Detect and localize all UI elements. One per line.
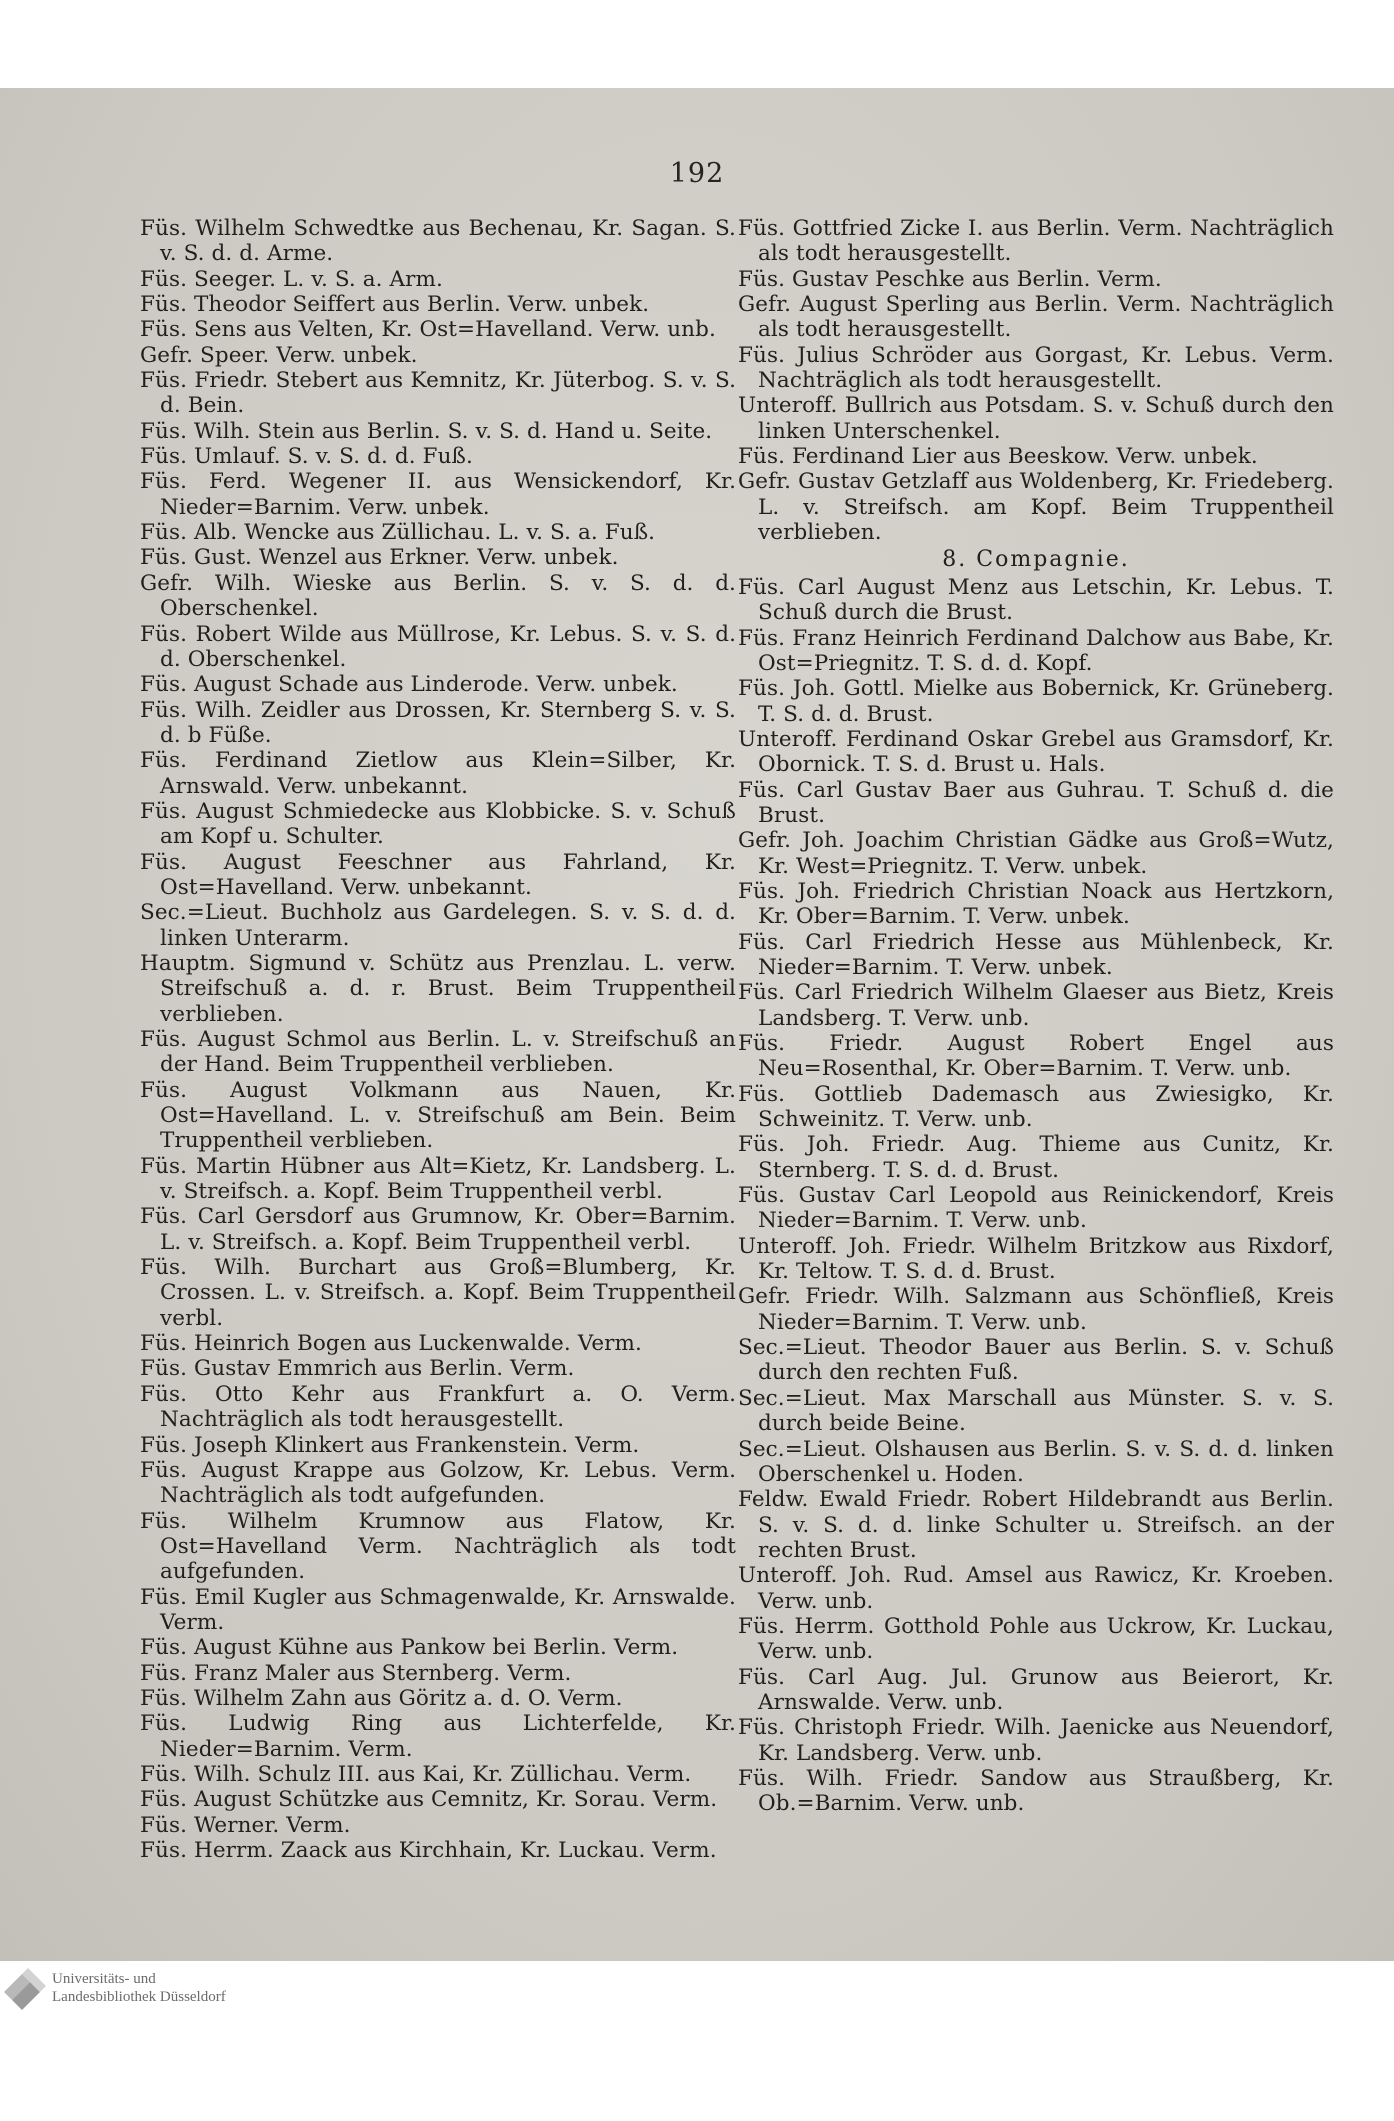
ulb-logo-icon [0,1962,48,2014]
list-entry: Füs. Heinrich Bogen aus Luckenwalde. Verm. [140,1331,642,1357]
list-entry: Füs. Sens aus Velten, Kr. Ost=Havelland. Verw. unb. [140,317,716,343]
left-column [140,216,736,1863]
list-entry: Füs. Alb. Wencke aus Züllichau. L. v. S. a. Fuß. [140,520,656,546]
list-entry: Füs. Wilh. Schulz III. aus Kai, Kr. Züllichau. Verm. [140,1761,692,1787]
list-entry: Sec.=Lieut. Theodor Bauer aus Berlin. S. v. Schuß durch den rechten Fuß. [738,1335,1334,1386]
list-entry: Füs. Franz Heinrich Ferdinand Dalchow aus Babe, Kr. Ost=Priegnitz. T. S. d. d. Kopf. [738,625,1334,676]
list-entry: Füs. Otto Kehr aus Frankfurt a. O. Verm. Nachträglich als todt herausgestellt. [140,1381,736,1433]
list-entry: Füs. Carl Friedrich Wilhelm Glaeser aus Bietz, Kreis Landsberg. T. Verw. unb. [738,980,1334,1031]
section-heading: 8. Compagnie. [942,547,1130,573]
list-entry: Füs. Carl August Menz aus Letschin, Kr. Lebus. T. Schuß durch die Brust. [738,574,1334,626]
list-entry: Unteroff. Bullrich aus Potsdam. S. v. Schuß durch den linken Unterschenkel. [738,393,1334,444]
list-entry: Füs. Wilhelm Krumnow aus Flatow, Kr. Ost=Havelland Verm. Nachträglich als todt aufgefunden. [140,1508,736,1585]
list-entry: Füs. Herrm. Zaack aus Kirchhain, Kr. Luckau. Verm. [140,1838,717,1863]
list-entry: Füs. Joh. Gottl. Mielke aus Bobernick, Kr. Grüneberg. T. S. d. d. Brust. [738,676,1334,727]
list-entry: Füs. Werner. Verm. [140,1812,351,1838]
list-entry: Füs. Carl Aug. Jul. Grunow aus Beierort, Kr. Arnswalde. Verw. unb. [738,1664,1334,1715]
list-entry: Füs. Gustav Emmrich aus Berlin. Verm. [140,1356,575,1382]
list-entry: Füs. Ferd. Wegener II. aus Wensickendorf, Kr. Nieder=Barnim. Verw. unbek. [140,469,736,520]
list-entry: Füs. Franz Maler aus Sternberg. Verm. [140,1660,572,1686]
list-entry: Füs. August Schmol aus Berlin. L. v. Streifschuß an der Hand. Beim Truppentheil verblieben. [140,1027,736,1078]
list-entry: Füs. Gustav Carl Leopold aus Reinickendorf, Kreis Nieder=Barnim. T. Verw. unb. [738,1183,1334,1234]
list-entry: Füs. Julius Schröder aus Gorgast, Kr. Lebus. Verm. Nachträglich als todt herausgestellt. [738,342,1334,394]
list-entry: Füs. August Volkmann aus Nauen, Kr. Ost=Havelland. L. v. Streifschuß am Bein. Beim Truppentheil verblieben. [140,1077,736,1154]
list-entry: Füs. August Schützke aus Cemnitz, Kr. Sorau. Verm. [140,1787,718,1813]
list-entry: Gefr. Friedr. Wilh. Salzmann aus Schönfließ, Kreis Nieder=Barnim. T. Verw. unb. [738,1284,1334,1335]
list-entry: Füs. Wilh. Friedr. Sandow aus Straußberg, Kr. Ob.=Barnim. Verw. unb. [738,1765,1334,1817]
list-entry: Füs. Martin Hübner aus Alt=Kietz, Kr. Landsberg. L. v. Streifsch. a. Kopf. Beim Truppentheil verbl. [140,1153,736,1205]
list-entry: Sec.=Lieut. Olshausen aus Berlin. S. v. S. d. d. linken Oberschenkel u. Hoden. [738,1436,1334,1487]
library-footer [0,1962,1394,2022]
list-entry: Füs. Christoph Friedr. Wilh. Jaenicke aus Neuendorf, Kr. Landsberg. Verw. unb. [738,1715,1334,1766]
list-entry: Füs. Carl Gersdorf aus Grumnow, Kr. Ober=Barnim. L. v. Streifsch. a. Kopf. Beim Truppentheil verbl. [140,1204,736,1255]
list-entry: Füs. Wilh. Zeidler aus Drossen, Kr. Sternberg S. v. S. d. b Füße. [140,697,736,748]
list-entry: Füs. Wilh. Burchart aus Groß=Blumberg, Kr. Crossen. L. v. Streifsch. a. Kopf. Beim Truppentheil verbl. [140,1255,736,1331]
list-entry: Füs. Gottlieb Dademasch aus Zwiesigko, Kr. Schweinitz. T. Verw. unb. [738,1081,1334,1133]
list-entry: Füs. Emil Kugler aus Schmagenwalde, Kr. Arnswalde. Verm. [140,1584,736,1635]
list-entry: Hauptm. Sigmund v. Schütz aus Prenzlau. L. verw. Streifschuß a. d. r. Brust. Beim Truppentheil verblieben. [140,950,736,1027]
list-entry: Füs. Friedr. August Robert Engel aus Neu=Rosenthal, Kr. Ober=Barnim. T. Verw. unb. [738,1031,1334,1082]
list-entry: Unteroff. Joh. Friedr. Wilhelm Britzkow aus Rixdorf, Kr. Teltow. T. S. d. d. Brust. [738,1233,1334,1285]
list-entry: Gefr. August Sperling aus Berlin. Verm. Nachträglich als todt herausgestellt. [738,292,1334,343]
list-entry: Sec.=Lieut. Buchholz aus Gardelegen. S. v. S. d. d. linken Unterarm. [140,900,736,951]
scanned-page [0,88,1394,1961]
list-entry: Füs. Gottfried Zicke I. aus Berlin. Verm. Nachträglich als todt herausgestellt. [738,216,1334,267]
page-number: 192 [669,158,725,189]
list-entry: Füs. Umlauf. S. v. S. d. d. Fuß. [140,444,473,470]
list-entry: Füs. Ferdinand Zietlow aus Klein=Silber, Kr. Arnswald. Verw. unbekannt. [140,748,736,799]
list-entry: Gefr. Gustav Getzlaff aus Woldenberg, Kr. Friedeberg. L. v. Streifsch. am Kopf. Beim Truppentheil verblieben. [738,469,1334,546]
list-entry: Füs. Seeger. L. v. S. a. Arm. [140,266,443,292]
list-entry: Sec.=Lieut. Max Marschall aus Münster. S. v. S. durch beide Beine. [738,1385,1334,1437]
list-entry: Füs. Ferdinand Lier aus Beeskow. Verw. unbek. [738,444,1258,470]
list-entry: Füs. Joh. Friedrich Christian Noack aus Hertzkorn, Kr. Ober=Barnim. T. Verw. unbek. [738,878,1334,930]
footer-text [52,1970,226,2006]
list-entry: Füs. Wilhelm Schwedtke aus Bechenau, Kr. Sagan. S. v. S. d. d. Arme. [140,216,736,267]
list-entry: Füs. August Krappe aus Golzow, Kr. Lebus. Verm. Nachträglich als todt aufgefunden. [140,1457,736,1509]
list-entry: Füs. Gustav Peschke aus Berlin. Verm. [738,266,1162,292]
list-entry: Füs. Carl Gustav Baer aus Guhrau. T. Schuß d. die Brust. [738,777,1334,828]
list-entry: Gefr. Joh. Joachim Christian Gädke aus Groß=Wutz, Kr. West=Priegnitz. T. Verw. unbek. [738,828,1334,879]
footer-line-2: Landesbibliothek Düsseldorf [52,1989,226,2005]
list-entry: Füs. Herrm. Gotthold Pohle aus Uckrow, Kr. Luckau, Verw. unb. [738,1613,1334,1665]
list-entry: Füs. Carl Friedrich Hesse aus Mühlenbeck, Kr. Nieder=Barnim. T. Verw. unbek. [738,929,1334,980]
list-entry: Füs. Gust. Wenzel aus Erkner. Verw. unbek. [140,545,619,571]
list-entry: Füs. Theodor Seiffert aus Berlin. Verw. unbek. [140,292,650,318]
list-entry: Füs. August Schade aus Linderode. Verw. unbek. [140,672,678,698]
list-entry: Füs. Wilhelm Zahn aus Göritz a. d. O. Verm. [140,1685,623,1711]
list-entry: Füs. Robert Wilde aus Müllrose, Kr. Lebus. S. v. S. d. d. Oberschenkel. [140,621,736,672]
right-column [738,216,1334,1817]
list-entry: Füs. Ludwig Ring aus Lichterfelde, Kr. Nieder=Barnim. Verm. [140,1711,736,1762]
list-entry: Feldw. Ewald Friedr. Robert Hildebrandt aus Berlin. S. v. S. d. d. linke Schulter u. Streifsch. an der rechten Brust. [738,1487,1334,1563]
list-entry: Füs. August Feeschner aus Fahrland, Kr. Ost=Havelland. Verw. unbekannt. [140,849,736,900]
list-entry: Unteroff. Joh. Rud. Amsel aus Rawicz, Kr. Kroeben. Verw. unb. [738,1563,1334,1614]
list-entry: Füs. Friedr. Stebert aus Kemnitz, Kr. Jüterbog. S. v. S. d. Bein. [140,368,736,419]
list-entry: Füs. Joseph Klinkert aus Frankenstein. Verm. [140,1432,640,1458]
list-entry: Gefr. Wilh. Wieske aus Berlin. S. v. S. d. d. Oberschenkel. [140,570,736,622]
list-entry: Gefr. Speer. Verw. unbek. [140,342,418,368]
list-entry: Füs. August Kühne aus Pankow bei Berlin. Verm. [140,1635,679,1661]
list-entry: Füs. August Schmiedecke aus Klobbicke. S. v. Schuß am Kopf u. Schulter. [140,798,736,850]
right-column-bottom [738,575,1334,1817]
right-column-top [738,216,1334,545]
footer-line-1: Universitäts- und [52,1971,156,1987]
list-entry: Füs. Wilh. Stein aus Berlin. S. v. S. d. Hand u. Seite. [140,418,713,444]
list-entry: Füs. Joh. Friedr. Aug. Thieme aus Cunitz, Kr. Sternberg. T. S. d. d. Brust. [738,1132,1334,1183]
list-entry: Unteroff. Ferdinand Oskar Grebel aus Gramsdorf, Kr. Obornick. T. S. d. Brust u. Hals. [738,726,1334,778]
